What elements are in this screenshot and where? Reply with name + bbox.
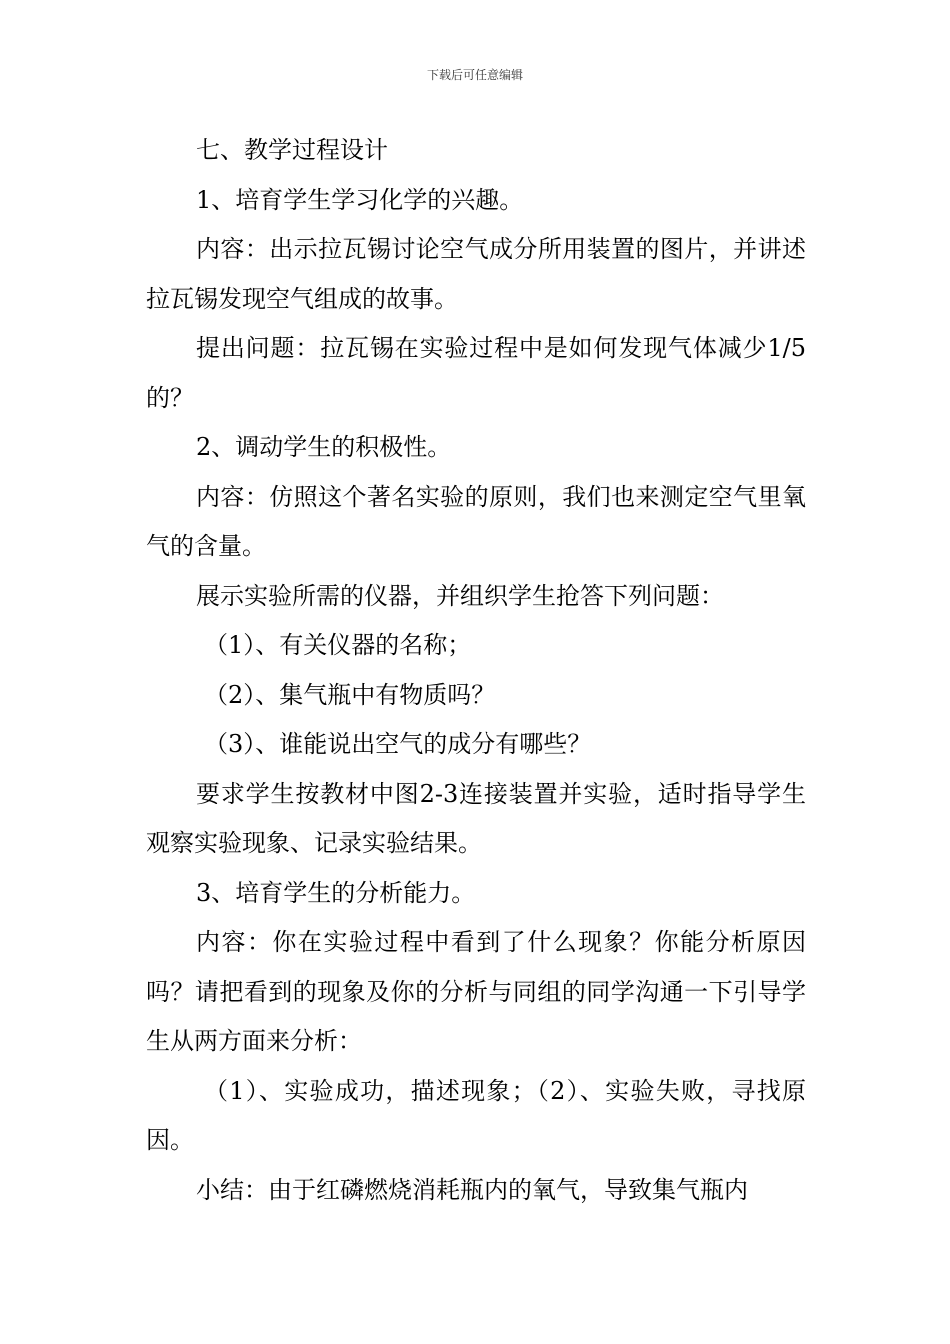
paragraph: 要求学生按教材中图2-3连接装置并实验，适时指导学生观察实验现象、记录实验结果。: [146, 779, 806, 857]
list-item: （2）、集气瓶中有物质吗？: [204, 680, 496, 709]
paragraph: 内容：你在实验过程中看到了什么现象？你能分析原因吗？请把看到的现象及你的分析与同组的同学沟通一下引导学生从两方面来分析：: [146, 928, 806, 1055]
item-heading-1: 1、培育学生学习化学的兴趣。: [196, 185, 524, 214]
list-item: （1）、有关仪器的名称；: [204, 631, 472, 659]
paragraph: 展示实验所需的仪器，并组织学生抢答下列问题：: [196, 581, 724, 610]
item-heading-2: 2、调动学生的积极性。: [196, 433, 452, 461]
list-item: （3）、谁能说出空气的成分有哪些？: [204, 730, 592, 758]
page-header: 下载后可任意编辑: [426, 68, 523, 82]
item-heading-3: 3、培育学生的分析能力。: [196, 878, 476, 907]
paragraph: 提出问题：拉瓦锡在实验过程中是如何发现气体减少1/5的？: [146, 334, 806, 412]
paragraph: 内容：仿照这个著名实验的原则，我们也来测定空气里氧气的含量。: [146, 482, 806, 560]
list-item: （1）、实验成功，描述现象；（2）、实验失败，寻找原因。: [146, 1076, 806, 1154]
paragraph: 内容：出示拉瓦锡讨论空气成分所用装置的图片，并讲述拉瓦锡发现空气组成的故事。: [146, 235, 806, 313]
document-body: [146, 126, 806, 1215]
paragraph: 小结：由于红磷燃烧消耗瓶内的氧气，导致集气瓶内: [196, 1175, 748, 1204]
section-heading: 七、教学过程设计: [196, 136, 388, 164]
